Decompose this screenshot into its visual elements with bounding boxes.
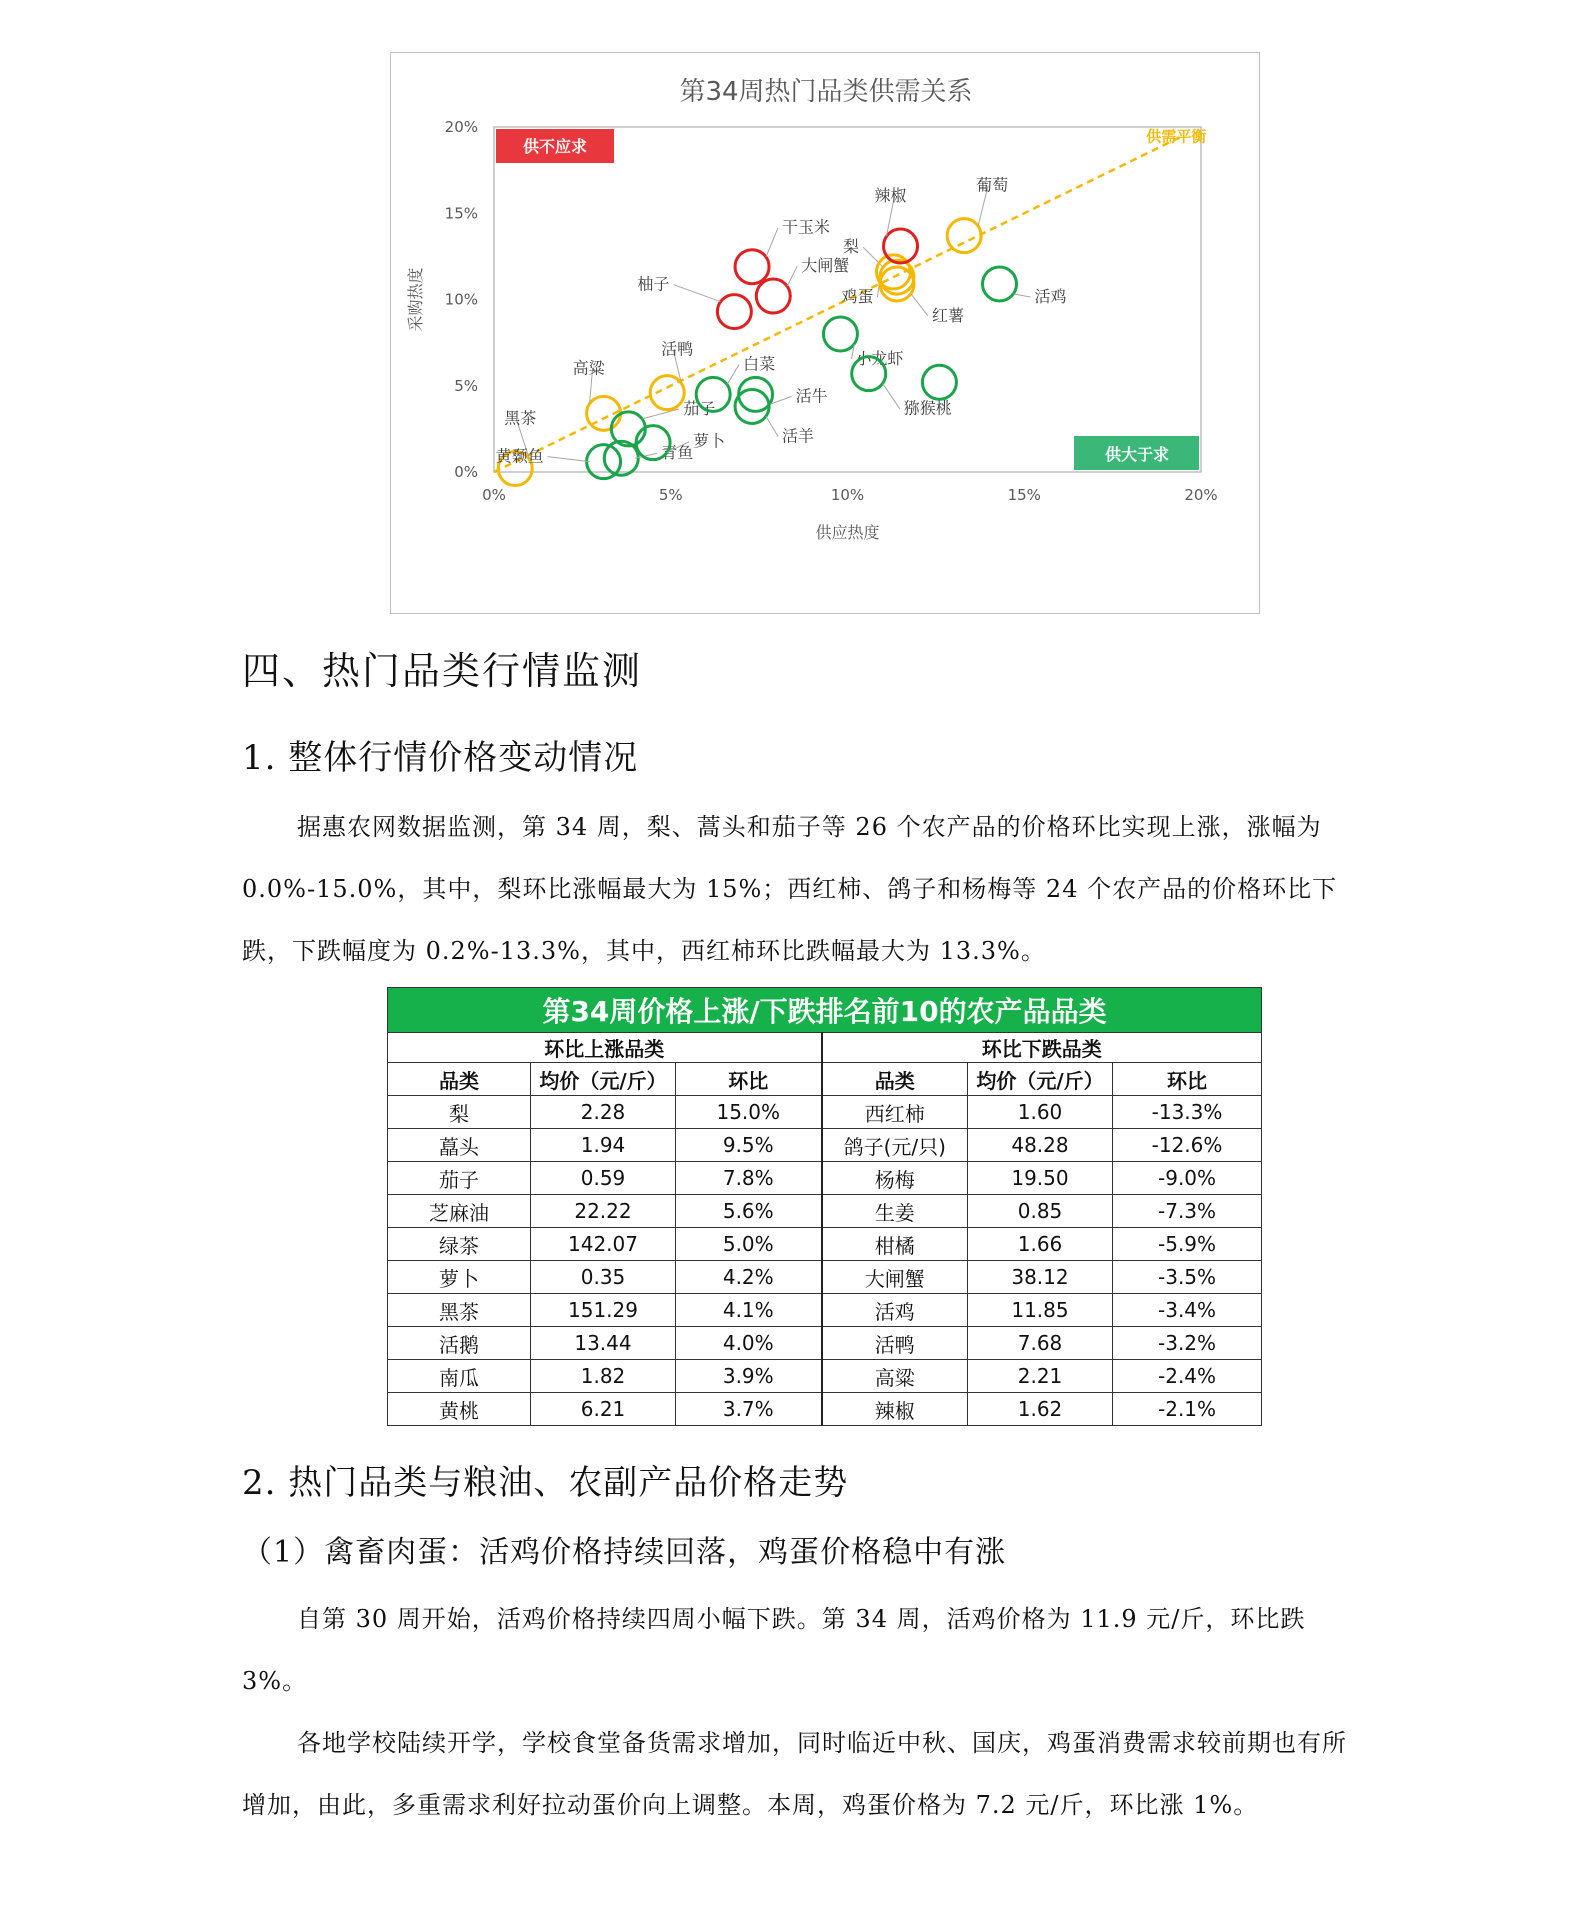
point-leader-line: [911, 294, 928, 316]
x-tick-label: 0%: [482, 486, 506, 504]
shortage-label: 供不应求: [522, 137, 588, 156]
cell-change-down: -9.0%: [1113, 1162, 1262, 1195]
scatter-point: [735, 250, 769, 284]
y-tick-label: 5%: [454, 376, 478, 395]
cell-name-up: 芝麻油: [388, 1195, 531, 1228]
point-label: 萝卜: [693, 431, 726, 451]
cell-price-down: 1.66: [968, 1228, 1113, 1261]
cell-change-down: -3.5%: [1113, 1261, 1262, 1294]
scatter-point: [880, 267, 914, 301]
cell-change-down: -13.3%: [1113, 1096, 1262, 1129]
cell-price-down: 11.85: [968, 1294, 1113, 1327]
cell-price-up: 142.07: [531, 1228, 676, 1261]
point-label: 葡萄: [976, 175, 1009, 195]
cell-price-down: 7.68: [968, 1327, 1113, 1360]
x-tick-label: 5%: [658, 486, 683, 504]
point-leader-line: [1014, 294, 1031, 297]
cell-name-down: 高粱: [822, 1360, 968, 1393]
point-label: 干玉米: [782, 217, 831, 237]
point-label: 黄颡鱼: [495, 446, 544, 466]
cell-price-down: 1.60: [968, 1096, 1113, 1129]
scatter-point: [696, 377, 730, 411]
point-label: 青鱼: [661, 443, 694, 463]
y-tick-label: 15%: [444, 204, 478, 223]
cell-price-up: 13.44: [531, 1327, 676, 1360]
subsection-title-1: 1. 整体行情价格变动情况: [242, 738, 639, 778]
cell-change-down: -3.2%: [1113, 1327, 1262, 1360]
section-title: 四、热门品类行情监测: [242, 649, 643, 693]
supply-demand-chart: [390, 52, 1260, 614]
col-price-up: 均价（元/斤）: [531, 1063, 676, 1096]
cell-name-down: 大闸蟹: [822, 1261, 968, 1294]
col-change-up: 环比: [676, 1063, 822, 1096]
x-tick-label: 20%: [1184, 486, 1218, 504]
paragraph-live-chicken: 自第 30 周开始，活鸡价格持续四周小幅下跌。第 34 周，活鸡价格为 11.9 元/斤，环比跌 3%。: [242, 1605, 1306, 1695]
balance-label: 供需平衡: [1146, 127, 1207, 146]
paragraph-eggs: 各地学校陆续开学，学校食堂备货需求增加，同时临近中秋、国庆，鸡蛋消费需求较前期也有所增加，由此，多重需求利好拉动蛋价向上调整。本周，鸡蛋价格为 7.2 元/斤，环比涨 1%。: [242, 1729, 1347, 1819]
cell-change-up: 3.7%: [676, 1393, 822, 1426]
subsection-title-2: 2. 热门品类与粮油、农副产品价格走势: [242, 1463, 849, 1503]
cell-name-down: 杨梅: [822, 1162, 968, 1195]
cell-change-up: 7.8%: [676, 1162, 822, 1195]
cell-price-down: 0.85: [968, 1195, 1113, 1228]
scatter-point: [922, 365, 956, 399]
cell-name-up: 萝卜: [388, 1261, 531, 1294]
cell-change-down: -2.1%: [1113, 1393, 1262, 1426]
cell-price-down: 48.28: [968, 1129, 1113, 1162]
table-row: [388, 1129, 1262, 1162]
cell-change-down: -12.6%: [1113, 1129, 1262, 1162]
cell-change-down: -5.9%: [1113, 1228, 1262, 1261]
scatter-point: [756, 279, 790, 313]
cell-change-up: 4.1%: [676, 1294, 822, 1327]
point-leader-line: [766, 416, 778, 436]
cell-change-up: 15.0%: [676, 1096, 822, 1129]
cell-change-up: 5.0%: [676, 1228, 822, 1261]
cell-change-down: -3.4%: [1113, 1294, 1262, 1327]
cell-change-up: 5.6%: [676, 1195, 822, 1228]
cell-name-down: 柑橘: [822, 1228, 968, 1261]
scatter-point: [852, 357, 886, 391]
cell-name-up: 绿茶: [388, 1228, 531, 1261]
cell-name-up: 茄子: [388, 1162, 531, 1195]
scatter-point: [636, 426, 670, 460]
table-row: [388, 1162, 1262, 1195]
point-leader-line: [766, 228, 778, 257]
col-change-down: 环比: [1113, 1063, 1262, 1096]
point-label: 梨: [842, 237, 859, 257]
cell-price-up: 1.94: [531, 1129, 676, 1162]
y-tick-label: 20%: [444, 118, 478, 136]
table-row: [388, 1294, 1262, 1327]
table-row: [388, 1360, 1262, 1393]
point-leader-line: [548, 457, 590, 462]
cell-name-down: 生姜: [822, 1195, 968, 1228]
subsubsection-title: （1）禽畜肉蛋：活鸡价格持续回落，鸡蛋价格稳中有涨: [242, 1535, 1007, 1570]
surplus-label: 供大于求: [1104, 445, 1170, 464]
cell-price-up: 6.21: [531, 1393, 676, 1426]
point-leader-line: [727, 364, 739, 384]
point-label: 辣椒: [874, 186, 907, 206]
point-label: 活牛: [795, 386, 828, 406]
cell-change-down: -7.3%: [1113, 1195, 1262, 1228]
cell-name-up: 黄桃: [388, 1393, 531, 1426]
point-label: 活鸭: [661, 339, 694, 359]
y-axis-label: 采购热度: [406, 267, 425, 332]
cell-price-down: 38.12: [968, 1261, 1113, 1294]
x-tick-label: 10%: [830, 486, 865, 504]
x-tick-label: 15%: [1007, 486, 1041, 504]
point-label: 大闸蟹: [801, 256, 850, 276]
point-label: 柚子: [637, 274, 670, 294]
point-label: 红薯: [931, 305, 965, 325]
col-name-up: 品类: [388, 1063, 531, 1096]
cell-name-up: 黑茶: [388, 1294, 531, 1327]
point-label: 活鸡: [1034, 286, 1067, 306]
x-axis-label: 供应热度: [815, 523, 880, 542]
price-ranking-table: [387, 987, 1262, 1426]
col-name-down: 品类: [822, 1063, 968, 1096]
scatter-point: [947, 219, 981, 253]
cell-price-up: 2.28: [531, 1096, 676, 1129]
cell-name-up: 南瓜: [388, 1360, 531, 1393]
y-tick-label: 0%: [454, 463, 478, 481]
y-tick-label: 10%: [444, 290, 478, 309]
table-caption: 第34周价格上涨/下跌排名前10的农产品品类: [388, 988, 1262, 1033]
cell-change-up: 4.2%: [676, 1261, 822, 1294]
table-row: [388, 1327, 1262, 1360]
col-price-down: 均价（元/斤）: [968, 1063, 1113, 1096]
point-label: 猕猴桃: [903, 398, 952, 418]
point-label: 黑茶: [504, 408, 537, 428]
cell-name-down: 活鸭: [822, 1327, 968, 1360]
scatter-point: [735, 389, 769, 423]
point-label: 高粱: [572, 358, 605, 378]
point-label: 白菜: [743, 354, 776, 374]
point-leader-line: [883, 384, 900, 409]
point-label: 小龙虾: [855, 349, 904, 368]
group-up-header: 环比上涨品类: [388, 1033, 822, 1063]
scatter-point: [823, 317, 857, 351]
group-down-header: 环比下跌品类: [822, 1033, 1262, 1063]
cell-price-down: 19.50: [968, 1162, 1113, 1195]
cell-name-down: 辣椒: [822, 1393, 968, 1426]
cell-price-down: 1.62: [968, 1393, 1113, 1426]
chart-canvas: [391, 53, 1261, 615]
cell-price-up: 22.22: [531, 1195, 676, 1228]
point-leader-line: [787, 266, 797, 286]
cell-name-up: 活鹅: [388, 1327, 531, 1360]
point-label: 茄子: [683, 398, 716, 418]
cell-price-up: 1.82: [531, 1360, 676, 1393]
point-leader-line: [673, 285, 720, 302]
table-row: [388, 1261, 1262, 1294]
table-row: [388, 1195, 1262, 1228]
cell-name-up: 藠头: [388, 1129, 531, 1162]
scatter-point: [884, 229, 918, 263]
cell-change-up: 4.0%: [676, 1327, 822, 1360]
point-label: 鸡蛋: [841, 286, 874, 306]
cell-price-down: 2.21: [968, 1360, 1113, 1393]
cell-price-up: 151.29: [531, 1294, 676, 1327]
table-row: [388, 1096, 1262, 1129]
cell-change-up: 3.9%: [676, 1360, 822, 1393]
cell-price-up: 0.59: [531, 1162, 676, 1195]
table-row: [388, 1393, 1262, 1426]
chart-title: 第34周热门品类供需关系: [679, 77, 973, 107]
scatter-point: [983, 267, 1017, 301]
cell-change-down: -2.4%: [1113, 1360, 1262, 1393]
cell-name-up: 梨: [388, 1096, 531, 1129]
cell-name-down: 活鸡: [822, 1294, 968, 1327]
scatter-point: [717, 295, 751, 329]
point-leader-line: [642, 409, 679, 419]
point-label: 活羊: [782, 426, 815, 446]
cell-name-down: 西红柿: [822, 1096, 968, 1129]
cell-name-down: 鸽子(元/只): [822, 1129, 968, 1162]
cell-change-up: 9.5%: [676, 1129, 822, 1162]
table-row: [388, 1228, 1262, 1261]
cell-price-up: 0.35: [531, 1261, 676, 1294]
paragraph-overview: 据惠农网数据监测，第 34 周，梨、蒿头和茄子等 26 个农产品的价格环比实现上涨，涨幅为 0.0%-15.0%，其中，梨环比涨幅最大为 15%；西红柿、鸽子和杨梅等 24 个农产品的价格环比下跌，下跌幅度为 0.2%-13.3%，其中，西红柿环比跌幅最大为 13.3%。: [242, 813, 1338, 965]
scatter-point: [650, 376, 684, 410]
